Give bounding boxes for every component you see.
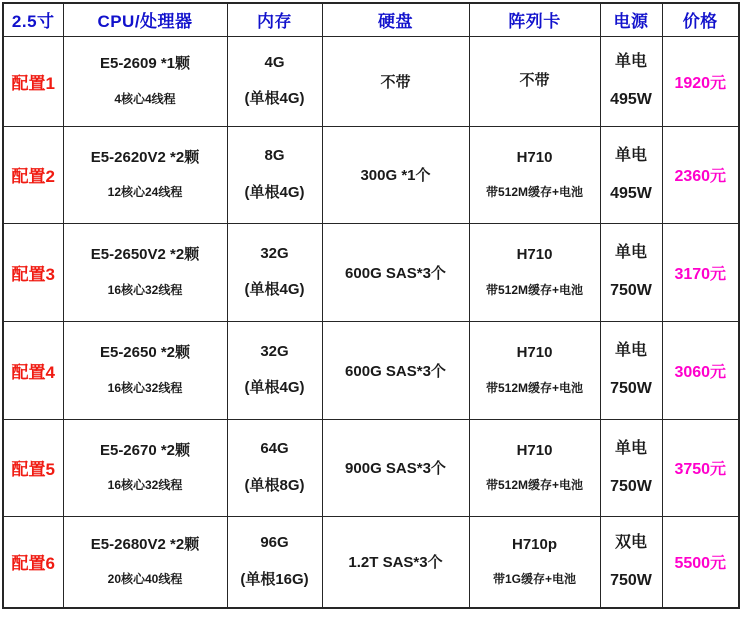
disk-cell: 1.2T SAS*3个 [322,516,469,608]
config-label: 配置6 [3,516,63,608]
price-cell: 3170元 [662,223,739,321]
memory-size: 8G [264,147,285,164]
raid-model: H710 [516,441,553,459]
psu-type: 单电 [614,439,647,457]
table-row [3,223,739,321]
config-price-table [2,2,740,609]
price-cell: 2360元 [662,126,739,223]
table-row [3,126,739,223]
memory-module: (单根4G) [244,379,305,396]
psu-watt: 750W [610,380,652,397]
raid-model: H710p [511,535,558,553]
header-raid-card: 阵列卡 [469,3,600,36]
table-row [3,516,739,608]
cpu-model: E5-2680V2 *2颗 [90,535,200,553]
price-cell: 5500元 [662,516,739,608]
memory-cell [227,419,322,516]
header-cpu: CPU/处理器 [63,3,227,36]
memory-size: 32G [260,244,289,262]
memory-cell [227,321,322,419]
table-row [3,419,739,516]
raid-cell [469,36,600,126]
cpu-cell [63,516,227,608]
raid-cache: 带512M缓存+电池 [485,478,584,493]
memory-size: 96G [260,534,289,552]
header-row [3,3,739,36]
cpu-cores: 20核心40线程 [107,572,183,587]
disk-cell: 900G SAS*3个 [322,419,469,516]
header-memory: 内存 [227,3,322,36]
raid-cache: 带512M缓存+电池 [485,282,584,297]
memory-size: 32G [260,342,289,360]
header-psu: 电源 [600,3,662,36]
raid-cell [469,223,600,321]
cpu-model: E5-2609 *1颗 [99,55,191,73]
memory-module: (单根8G) [244,476,305,494]
raid-cache: 带1G缓存+电池 [492,572,577,587]
raid-model: H710 [516,344,553,362]
psu-cell [600,321,662,419]
config-label: 配置2 [3,126,63,223]
memory-size: 64G [260,440,289,457]
raid-cache: 带512M缓存+电池 [485,185,584,200]
cpu-model: E5-2670 *2颗 [99,441,191,459]
memory-cell [227,516,322,608]
psu-cell [600,36,662,126]
psu-watt: 750W [610,571,652,589]
cpu-cores: 16核心32线程 [107,282,183,297]
cpu-model: E5-2650V2 *2颗 [90,246,200,264]
raid-model: 不带 [519,71,550,89]
header-disk: 硬盘 [322,3,469,36]
config-label: 配置1 [3,36,63,126]
psu-watt: 750W [610,282,652,299]
disk-cell: 600G SAS*3个 [322,223,469,321]
cpu-cores: 4核心4线程 [114,91,176,106]
cpu-cell [63,321,227,419]
psu-watt: 495W [610,91,652,108]
raid-cell [469,126,600,223]
psu-cell [600,419,662,516]
psu-type: 单电 [614,244,647,262]
psu-cell [600,516,662,608]
cpu-model: E5-2650 *2颗 [99,344,191,362]
memory-cell [227,126,322,223]
psu-type: 单电 [614,342,647,360]
raid-cache: 带512M缓存+电池 [485,380,584,395]
raid-cell [469,516,600,608]
cpu-cell [63,126,227,223]
cpu-cores: 16核心32线程 [107,380,183,395]
cpu-cell [63,36,227,126]
psu-type: 双电 [614,534,647,552]
memory-cell [227,223,322,321]
header-price: 价格 [662,3,739,36]
header-size: 2.5寸 [3,3,63,36]
raid-cell [469,321,600,419]
memory-module: (单根16G) [240,570,309,588]
raid-cell [469,419,600,516]
psu-cell [600,223,662,321]
config-label: 配置3 [3,223,63,321]
price-cell: 3060元 [662,321,739,419]
price-cell: 3750元 [662,419,739,516]
memory-module: (单根4G) [244,90,305,107]
disk-cell: 600G SAS*3个 [322,321,469,419]
cpu-model: E5-2620V2 *2颗 [90,148,200,166]
memory-size: 4G [264,53,285,71]
cpu-cores: 16核心32线程 [107,478,183,493]
raid-model: H710 [516,246,553,264]
memory-cell [227,36,322,126]
psu-type: 单电 [614,146,647,164]
psu-watt: 750W [610,477,652,495]
config-label: 配置4 [3,321,63,419]
disk-cell: 300G *1个 [322,126,469,223]
config-label: 配置5 [3,419,63,516]
disk-cell: 不带 [322,36,469,126]
raid-model: H710 [516,148,553,166]
cpu-cores: 12核心24线程 [107,185,183,200]
cpu-cell [63,223,227,321]
price-cell: 1920元 [662,36,739,126]
psu-watt: 495W [610,184,652,202]
psu-cell [600,126,662,223]
table-row [3,321,739,419]
psu-type: 单电 [614,53,647,71]
table-row [3,36,739,126]
cpu-cell [63,419,227,516]
memory-module: (单根4G) [244,281,305,298]
memory-module: (单根4G) [244,183,305,201]
